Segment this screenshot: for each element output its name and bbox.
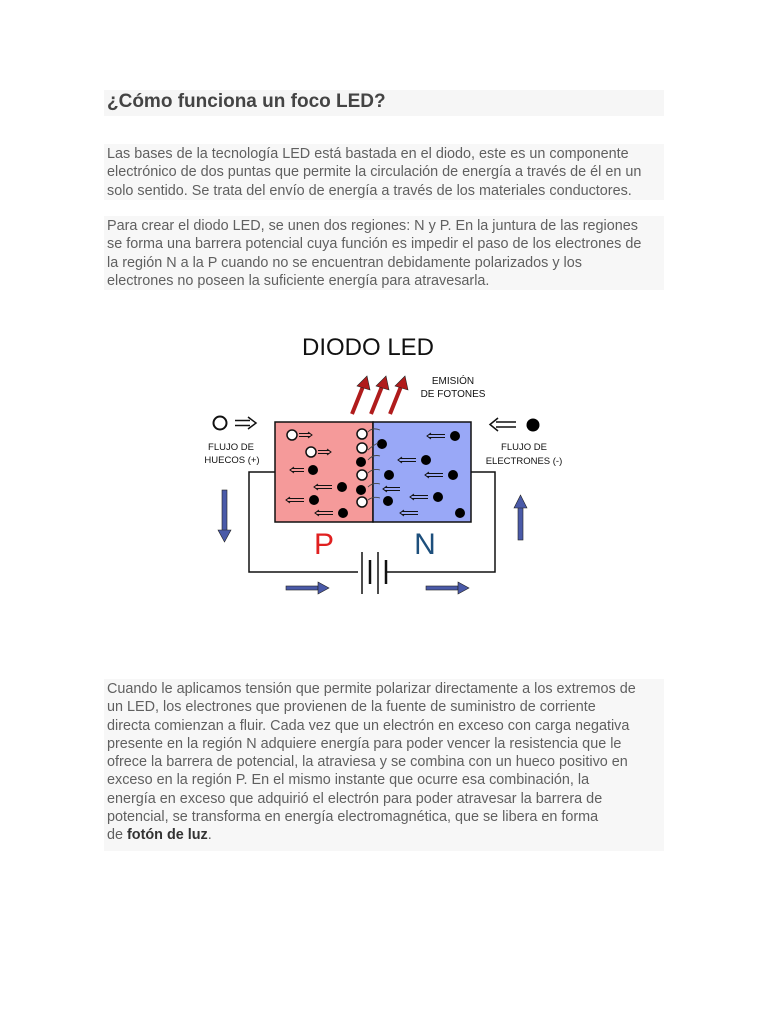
electron-icon xyxy=(356,485,366,495)
paragraph-1-line: solo sentido. Se trata del envío de energía a través de los materiales conductores. xyxy=(107,182,632,199)
battery-icon xyxy=(362,552,386,594)
p-region-label: P xyxy=(313,528,335,561)
hole-icon xyxy=(287,430,297,440)
paragraph-3-line: un LED, los electrones que provienen de la fuente de suministro de corriente xyxy=(107,699,596,716)
paragraph-2-line: la región N a la P cuando no se encuentran debidamente polarizados y los xyxy=(107,254,582,271)
electrons-flow-label-line1: FLUJO DE xyxy=(501,442,547,453)
right-arrow-icon xyxy=(286,582,329,594)
electron-legend xyxy=(490,418,540,432)
photon-arrow-icon xyxy=(371,376,389,414)
right-arrow-icon xyxy=(235,417,256,429)
paragraph-1-line: Las bases de la tecnología LED está bastada en el diodo, este es un componente xyxy=(107,146,629,162)
holes-flow-label-line2: HUECOS (+) xyxy=(204,455,260,466)
paragraph-3-line: exceso en la región P. En el mismo instante que ocurre esa combinación, la xyxy=(107,772,590,789)
electron-icon xyxy=(421,455,431,465)
electron-icon xyxy=(433,492,443,502)
left-arrow-icon xyxy=(490,418,516,431)
n-region-label: N xyxy=(414,528,436,561)
electron-icon xyxy=(338,508,348,518)
electron-icon xyxy=(308,465,318,475)
hole-icon xyxy=(357,470,367,480)
photon-emission-arrows xyxy=(352,376,408,414)
paragraph-3-line: Cuando le aplicamos tensión que permite polarizar directamente a los extremos de xyxy=(107,681,636,697)
electron-icon xyxy=(448,470,458,480)
paragraph-2-line: se forma una barrera potencial cuya función es impedir el paso de los electrones de xyxy=(107,236,642,253)
electrons-flow-label-line2: ELECTRONES (-) xyxy=(485,456,563,467)
paragraph-2-line: electrones no poseen la suficiente energía para atravesarla. xyxy=(107,272,490,289)
hole-legend-icon xyxy=(214,417,227,430)
electron-icon xyxy=(337,482,347,492)
hole-icon xyxy=(306,447,316,457)
paragraph-1 xyxy=(107,145,660,200)
emission-label-line2: DE FOTONES xyxy=(420,389,486,400)
hole-icon xyxy=(357,429,367,439)
electron-icon xyxy=(450,431,460,441)
right-arrow-icon xyxy=(426,582,469,594)
holes-flow-label-line1: FLUJO DE xyxy=(208,442,254,453)
paragraph-1-line: electrónico de dos puntas que permite la circulación de energía a través de él en un xyxy=(107,164,642,181)
electron-icon xyxy=(384,470,394,480)
paragraph-3-line: ofrece la barrera de potencial, la atraviesa y se combina con un hueco positivo en xyxy=(107,754,628,771)
diode-led-diagram xyxy=(190,322,590,607)
electron-icon xyxy=(356,457,366,467)
photon-of-light-term: fotón de luz xyxy=(127,827,208,844)
photon-arrow-icon xyxy=(390,376,408,414)
paragraph-2-line: Para crear el diodo LED, se unen dos regiones: N y P. En la juntura de las regiones xyxy=(107,218,638,234)
electron-icon xyxy=(455,508,465,518)
paragraph-3-line: directa comienzan a fluir. Cada vez que un electrón en exceso con carga negativa xyxy=(107,717,630,734)
electron-legend-icon xyxy=(527,419,540,432)
down-arrow-icon xyxy=(218,490,231,542)
paragraph-3-line: presente en la región N adquiere energía para poder vencer la resistencia que le xyxy=(107,735,622,752)
emission-label-line1: EMISIÓN xyxy=(431,376,475,387)
electron-icon xyxy=(383,496,393,506)
page-title: ¿Cómo funciona un foco LED? xyxy=(107,91,386,112)
photon-arrow-icon xyxy=(352,376,370,414)
paragraph-3-last-line xyxy=(107,826,660,844)
paragraph-3 xyxy=(107,680,660,845)
paragraph-3-line: energía en exceso que adquirió el electrón para poder atravesar la barrera de xyxy=(107,790,603,807)
last-line-prefix: de xyxy=(107,827,128,844)
paragraph-2 xyxy=(107,217,660,290)
paragraph-3-line: potencial, se transforma en energía electromagnética, que se libera en forma xyxy=(107,809,599,826)
hole-icon xyxy=(357,443,367,453)
last-line-suffix: . xyxy=(207,827,212,844)
hole-legend xyxy=(214,417,257,430)
electron-icon xyxy=(309,495,319,505)
hole-icon xyxy=(357,497,367,507)
electron-icon xyxy=(377,439,387,449)
up-arrow-icon xyxy=(514,495,527,540)
diagram-title: DIODO LED xyxy=(301,334,435,361)
